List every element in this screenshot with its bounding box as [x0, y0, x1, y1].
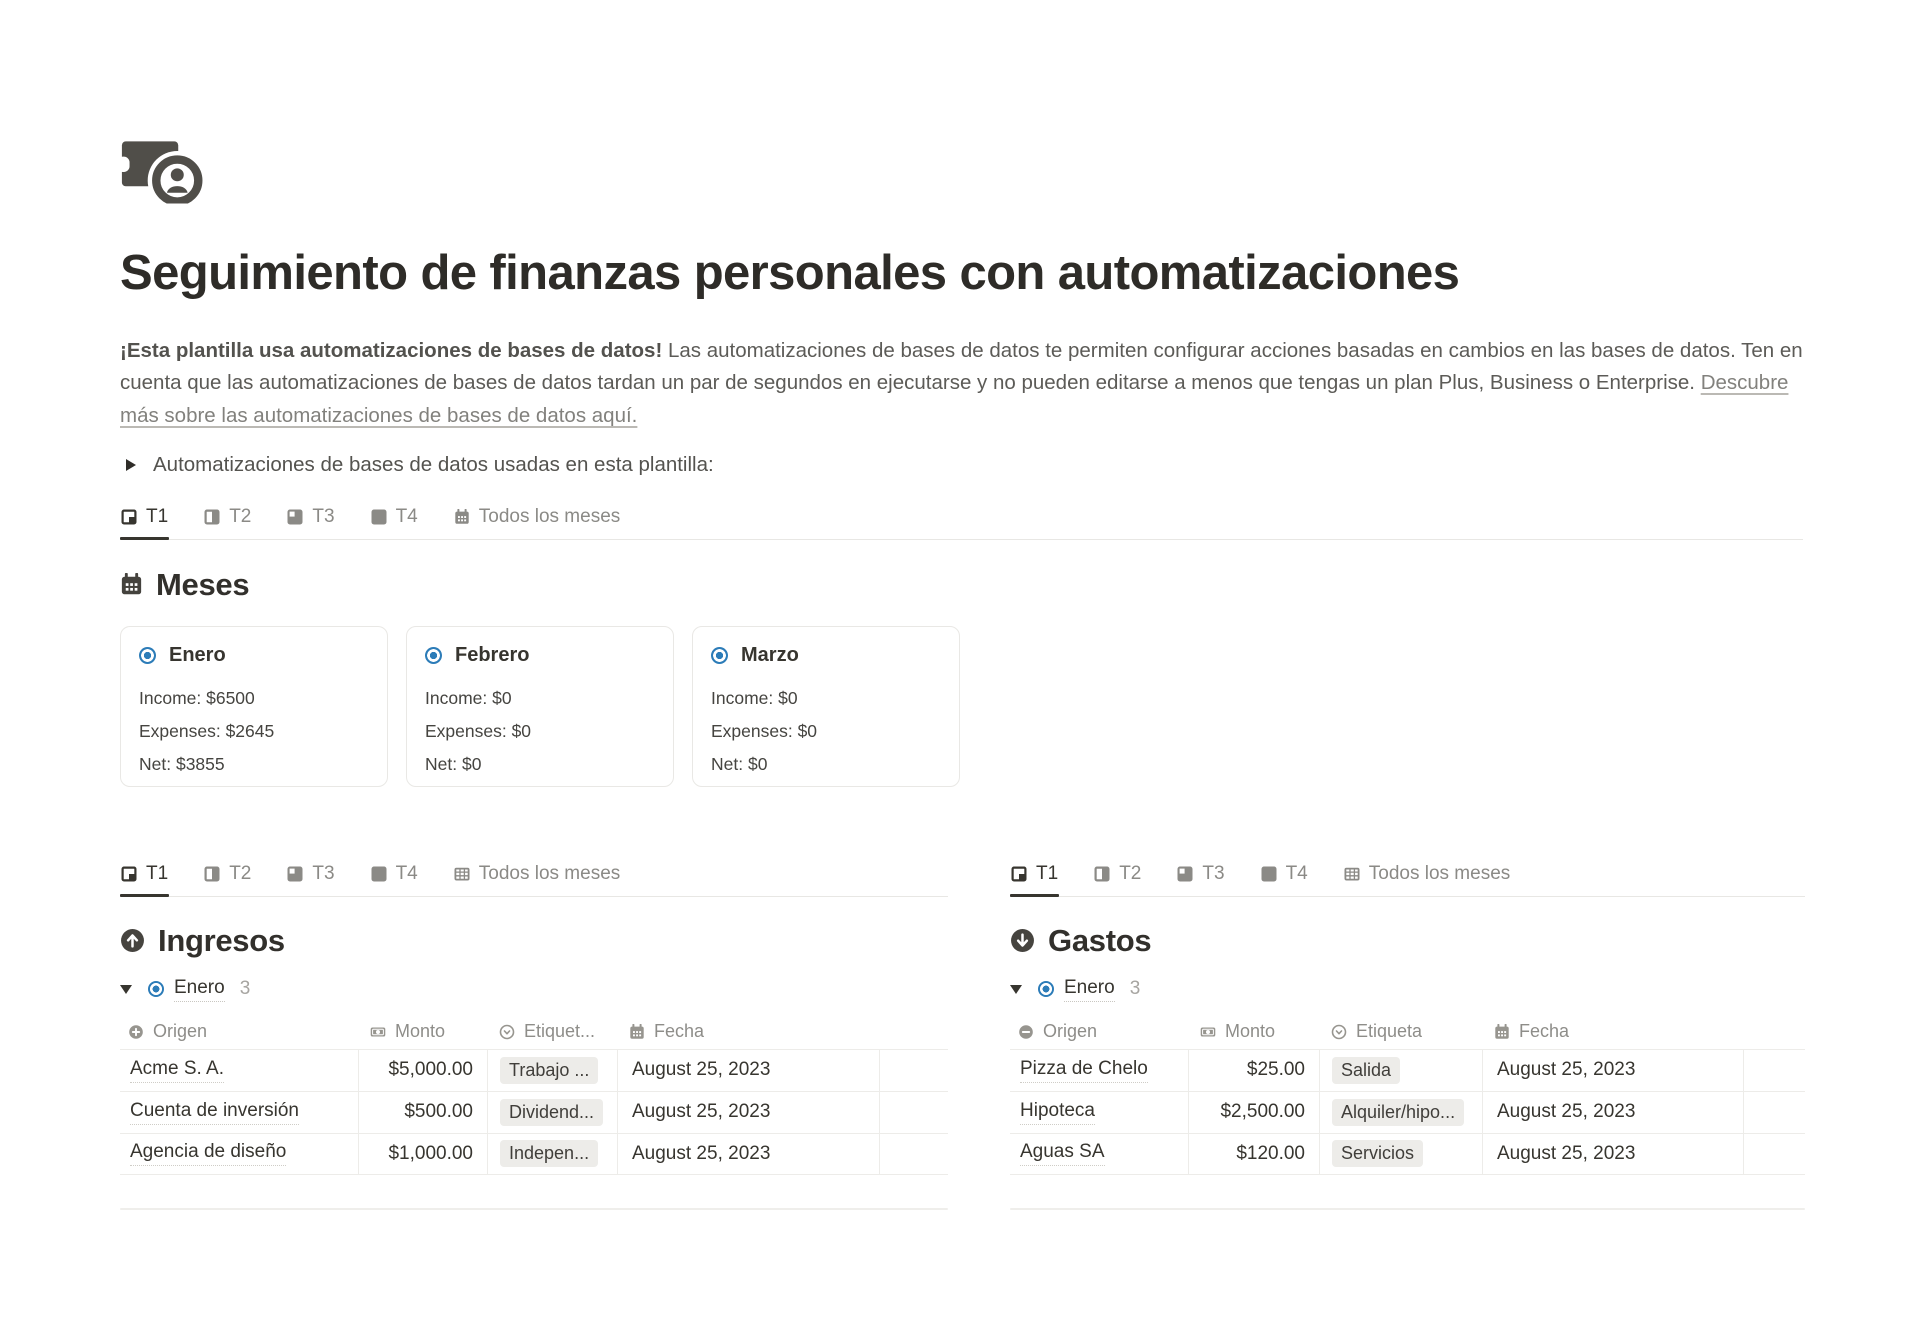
quarter-2-icon: [204, 509, 220, 525]
tab-t1[interactable]: [120, 502, 169, 539]
cell-empty[interactable]: [879, 1134, 948, 1174]
quarter-1-icon: [121, 866, 137, 882]
column-label: Monto: [395, 1021, 446, 1042]
tab-t1[interactable]: [1010, 859, 1059, 896]
cell-origen[interactable]: Pizza de Chelo: [1010, 1050, 1188, 1091]
quarter-1-icon: [121, 509, 137, 525]
group-count: 3: [239, 978, 251, 1000]
tab-label: T1: [146, 862, 169, 884]
month-bullet-icon: [425, 647, 442, 664]
column-header-etiqueta[interactable]: [1319, 1021, 1482, 1042]
cell-origen[interactable]: Aguas SA: [1010, 1134, 1188, 1174]
cell-fecha[interactable]: August 25, 2023: [617, 1134, 879, 1174]
group-count: 3: [1129, 978, 1141, 1000]
gastos-column: [1010, 859, 1805, 1210]
notion-page: [0, 138, 1920, 1210]
quarter-3-icon: [1177, 866, 1193, 882]
learn-more-link[interactable]: Descubre más sobre las automatizaciones de bases de datos aquí.: [120, 371, 1789, 427]
card-net: Net: $0: [425, 753, 482, 774]
calendar-icon: [1494, 1024, 1510, 1040]
section-title: Ingresos: [158, 922, 285, 958]
table-header: [120, 1015, 948, 1049]
column-header-etiqueta[interactable]: [487, 1021, 617, 1042]
quarter-2-icon: [1094, 866, 1110, 882]
tab-todos-los-meses[interactable]: [453, 502, 622, 539]
cell-fecha[interactable]: August 25, 2023: [1482, 1050, 1743, 1091]
quarter-3-icon: [287, 866, 303, 882]
tab-label: T4: [1285, 862, 1308, 884]
tab-t3[interactable]: [286, 859, 335, 896]
calendar-icon: [629, 1024, 645, 1040]
column-header-monto[interactable]: [1188, 1021, 1319, 1042]
tab-t4[interactable]: [1260, 859, 1309, 896]
cell-empty[interactable]: [1743, 1050, 1805, 1091]
month-bullet-icon: [139, 647, 156, 664]
cell-etiqueta[interactable]: [1319, 1134, 1482, 1174]
tab-t2[interactable]: [1093, 859, 1142, 896]
column-label: Fecha: [654, 1021, 705, 1042]
tab-t4[interactable]: [370, 502, 419, 539]
tab-t2[interactable]: [203, 502, 252, 539]
tab-label: T4: [395, 862, 418, 884]
table-grid-icon: [1344, 866, 1360, 882]
gastos-group-enero: [1010, 977, 1805, 1002]
calendar-icon: [454, 509, 470, 525]
tab-label: T2: [229, 505, 252, 527]
card-net: Net: $0: [711, 753, 768, 774]
group-expanded-icon[interactable]: [1010, 985, 1022, 994]
card-marzo[interactable]: [692, 626, 960, 787]
tag-pill: Indepen...: [500, 1140, 598, 1167]
page-icon-banknote-coin[interactable]: [120, 138, 204, 204]
cell-etiqueta[interactable]: [487, 1050, 617, 1091]
ingresos-group-enero: [120, 977, 948, 1002]
view-tabs-top: [120, 502, 1803, 540]
card-expenses: Expenses: $0: [425, 720, 532, 741]
plus-circle-icon: [128, 1024, 144, 1040]
cell-empty[interactable]: [879, 1092, 948, 1133]
table-row[interactable]: [120, 1049, 948, 1091]
intro-paragraph: [120, 335, 1803, 433]
tab-label: T3: [312, 505, 335, 527]
column-header-fecha[interactable]: [617, 1021, 879, 1042]
select-icon: [499, 1024, 515, 1040]
tag-pill: Servicios: [1332, 1140, 1423, 1167]
tab-t4[interactable]: [370, 859, 419, 896]
tab-todos-los-meses[interactable]: [453, 859, 622, 896]
tab-label: T2: [229, 862, 252, 884]
card-income: Income: $6500: [139, 687, 255, 708]
ingresos-heading: [120, 923, 948, 959]
tag-pill: Trabajo ...: [500, 1057, 598, 1084]
cell-monto[interactable]: $5,000.00: [358, 1050, 487, 1091]
toggle-label: Automatizaciones de bases de datos usadas en esta plantilla:: [153, 452, 714, 476]
card-income: Income: $0: [711, 687, 798, 708]
quarter-1-icon: [1011, 866, 1027, 882]
month-bullet-icon: [148, 981, 164, 997]
column-label: Origen: [153, 1021, 208, 1042]
next-group-divider: [1010, 1208, 1805, 1210]
select-icon: [1331, 1024, 1347, 1040]
banknote-icon: [1200, 1024, 1216, 1040]
toggle-collapsed-icon[interactable]: [126, 459, 136, 471]
card-title: Enero: [169, 643, 226, 666]
tab-t1[interactable]: [120, 859, 169, 896]
minus-circle-icon: [1018, 1024, 1034, 1040]
column-label: Origen: [1043, 1021, 1098, 1042]
cell-empty[interactable]: [1743, 1134, 1805, 1174]
card-expenses: Expenses: $2645: [139, 720, 275, 741]
cell-origen[interactable]: Agencia de diseño: [120, 1134, 358, 1174]
tab-label: T4: [395, 505, 418, 527]
column-label: Monto: [1225, 1021, 1276, 1042]
quarter-4-icon: [371, 866, 387, 882]
card-title: Marzo: [741, 643, 799, 666]
column-header-fecha[interactable]: [1482, 1021, 1743, 1042]
gastos-heading: [1010, 923, 1805, 959]
intro-body-text: Las automatizaciones de bases de datos te permiten configurar acciones basadas en cambios en las bases de datos. Ten en cuenta que las automatizaciones de bases de datos tardan un par de segundos en ejecutarse y no pueden editarse a menos que tengas un plan Plus, Business o Enterprise.: [120, 338, 1803, 395]
section-title: Meses: [156, 566, 250, 602]
tag-pill: Alquiler/hipo...: [1332, 1099, 1464, 1126]
tab-todos-los-meses[interactable]: [1343, 859, 1512, 896]
column-label: Etiquet...: [524, 1021, 596, 1042]
cell-fecha[interactable]: August 25, 2023: [1482, 1092, 1743, 1133]
tag-pill: Salida: [1332, 1057, 1400, 1084]
table-row[interactable]: [1010, 1133, 1805, 1175]
table-row[interactable]: [1010, 1091, 1805, 1133]
column-label: Fecha: [1519, 1021, 1570, 1042]
tab-t3[interactable]: [1176, 859, 1225, 896]
table-header: [1010, 1015, 1805, 1049]
cell-fecha[interactable]: August 25, 2023: [617, 1092, 879, 1133]
card-net: Net: $3855: [139, 753, 225, 774]
cell-origen[interactable]: Cuenta de inversión: [120, 1092, 358, 1133]
table-row[interactable]: [120, 1091, 948, 1133]
tab-label: Todos los meses: [478, 505, 621, 527]
card-expenses: Expenses: $0: [711, 720, 818, 741]
column-header-monto[interactable]: [358, 1021, 487, 1042]
table-row[interactable]: [1010, 1049, 1805, 1091]
arrow-up-circle-icon: [120, 928, 145, 953]
quarter-4-icon: [371, 509, 387, 525]
tab-label: T3: [312, 862, 335, 884]
column-header-origen[interactable]: [1010, 1021, 1188, 1042]
banknote-icon: [370, 1024, 386, 1040]
month-bullet-icon: [711, 647, 728, 664]
group-name[interactable]: Enero: [1064, 977, 1115, 1002]
card-title: Febrero: [455, 643, 530, 666]
cell-monto[interactable]: $2,500.00: [1188, 1092, 1319, 1133]
cell-monto[interactable]: $25.00: [1188, 1050, 1319, 1091]
cell-origen[interactable]: Acme S. A.: [120, 1050, 358, 1091]
calendar-icon: [120, 573, 143, 596]
tag-pill: Dividend...: [500, 1099, 603, 1126]
cell-origen[interactable]: Hipoteca: [1010, 1092, 1188, 1133]
column-header-origen[interactable]: [120, 1021, 358, 1042]
automations-toggle[interactable]: [120, 453, 1803, 477]
cell-monto[interactable]: $1,000.00: [358, 1134, 487, 1174]
ingresos-column: [120, 859, 948, 1210]
arrow-down-circle-icon: [1010, 928, 1035, 953]
cell-etiqueta[interactable]: [487, 1092, 617, 1133]
month-cards: [120, 626, 1803, 787]
cell-empty[interactable]: [1743, 1092, 1805, 1133]
column-label: Etiqueta: [1356, 1021, 1423, 1042]
cell-monto[interactable]: $500.00: [358, 1092, 487, 1133]
view-tabs-ingresos: [120, 859, 948, 897]
tab-t3[interactable]: [286, 502, 335, 539]
cell-etiqueta[interactable]: [1319, 1050, 1482, 1091]
cell-etiqueta[interactable]: [487, 1134, 617, 1174]
ingresos-table: [120, 1015, 948, 1175]
cell-fecha[interactable]: August 25, 2023: [1482, 1134, 1743, 1174]
card-febrero[interactable]: [406, 626, 674, 787]
card-income: Income: $0: [425, 687, 512, 708]
tab-t2[interactable]: [203, 859, 252, 896]
cell-empty[interactable]: [879, 1050, 948, 1091]
quarter-3-icon: [287, 509, 303, 525]
intro-bold-text: ¡Esta plantilla usa automatizaciones de bases de datos!: [120, 338, 663, 362]
meses-section-heading: [120, 567, 1803, 603]
group-name[interactable]: Enero: [174, 977, 225, 1002]
month-bullet-icon: [1038, 981, 1054, 997]
tab-label: T3: [1202, 862, 1225, 884]
quarter-2-icon: [204, 866, 220, 882]
table-grid-icon: [454, 866, 470, 882]
tab-label: Todos los meses: [1368, 862, 1511, 884]
table-row[interactable]: [120, 1133, 948, 1175]
group-expanded-icon[interactable]: [120, 985, 132, 994]
card-enero[interactable]: [120, 626, 388, 787]
cell-fecha[interactable]: August 25, 2023: [617, 1050, 879, 1091]
tab-label: T2: [1119, 862, 1142, 884]
next-group-divider: [120, 1208, 948, 1210]
tab-label: T1: [146, 505, 169, 527]
view-tabs-gastos: [1010, 859, 1805, 897]
section-title: Gastos: [1048, 922, 1152, 958]
tab-label: Todos los meses: [478, 862, 621, 884]
page-title: Seguimiento de finanzas personales con automatizaciones: [120, 246, 1460, 300]
cell-etiqueta[interactable]: [1319, 1092, 1482, 1133]
cell-monto[interactable]: $120.00: [1188, 1134, 1319, 1174]
tab-label: T1: [1036, 862, 1059, 884]
quarter-4-icon: [1261, 866, 1277, 882]
gastos-table: [1010, 1015, 1805, 1175]
